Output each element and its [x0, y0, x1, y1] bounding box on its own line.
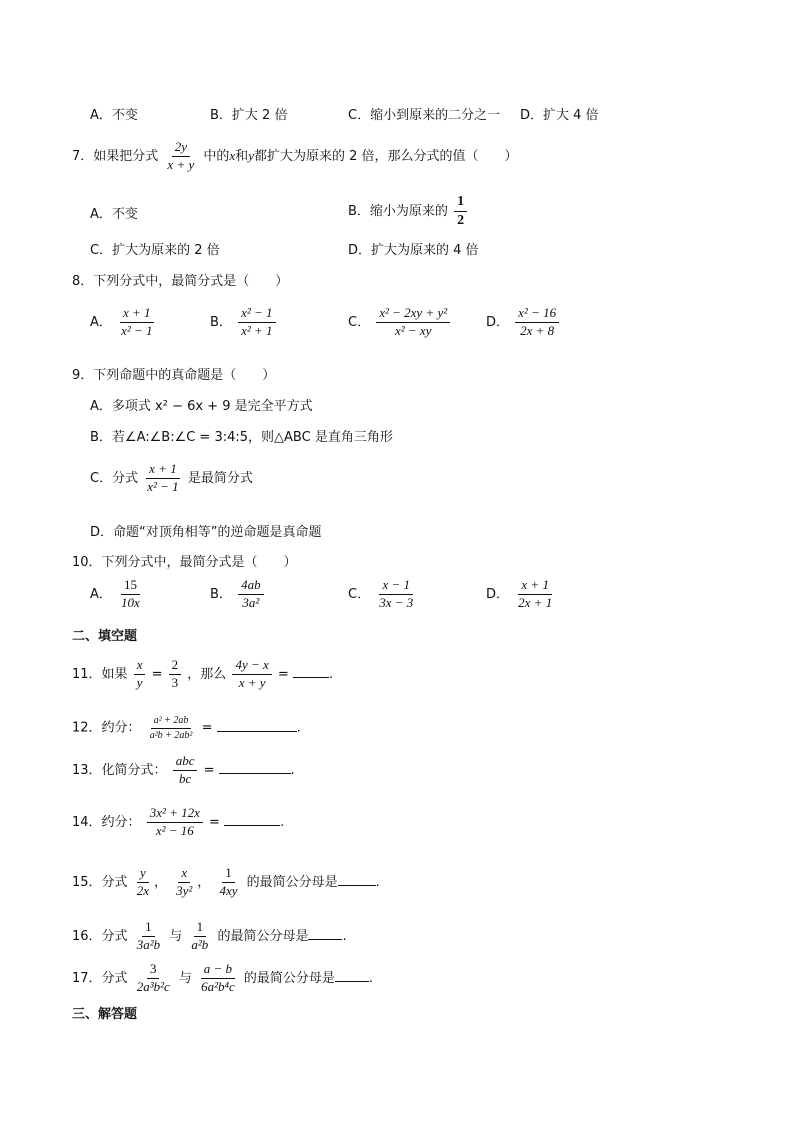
q9-option-c: C．分式 $\frac{x + 1}{\text{x² − 1}}$ 是最简分式	[90, 461, 253, 494]
q9-option-d: D．命题“对顶角相等”的逆命题是真命题	[90, 525, 322, 540]
question-10-stem: 10．下列分式中，最简分式是（ ）	[72, 555, 297, 570]
question-13: 13．化简分式： $\frac{\text{abc}}{bc}$ = .	[72, 753, 295, 786]
question-11: 11．如果 $\frac{x}{y}$ = $\frac{2}{3}$ ，那么 $\frac{4y - x}{x + y}$ = .	[72, 657, 334, 690]
section-heading-solutions: 三、解答题	[72, 1007, 138, 1022]
question-14: 14．约分： $\frac{\text{3x² + 12x}}{\text{x² − 16}}$ = .	[72, 805, 285, 838]
q8-option-c: C． $\frac{\text{x² − 2xy + y²}}{\text{x² − xy}}$	[348, 306, 452, 339]
q15-answer-blank[interactable]	[338, 873, 376, 886]
q10-option-c: C． $\frac{x - 1}{3x - 3}$	[348, 577, 414, 610]
q16-answer-blank[interactable]	[308, 927, 342, 940]
q7-fraction: $\frac{2y}{x + y}$	[167, 139, 195, 172]
question-16: 16．分式 $\frac{1}{\text{3a²b}}$ 与 $\frac{1}{\text{a²b}}$ 的最简公分母是 .	[72, 919, 347, 952]
q17-answer-blank[interactable]	[335, 969, 369, 982]
q7-option-c: C．扩大为原来的 2 倍	[90, 243, 220, 258]
q14-answer-blank[interactable]	[224, 813, 280, 826]
q7-option-b: B．缩小为原来的 $\frac{1}{2}$	[348, 194, 469, 229]
q10-option-a: A． $\frac{15}{10x}$	[90, 577, 140, 610]
q6-option-a: A．不变	[90, 108, 138, 123]
q7-option-d: D．扩大为原来的 4 倍	[348, 243, 479, 258]
q8-option-d: D． $\frac{\text{x² − 16}}{2x + 8}$	[486, 306, 561, 339]
q9-option-b: B．若∠A:∠B:∠C = 3:4:5，则△ABC 是直角三角形	[90, 430, 393, 445]
q11-answer-blank[interactable]	[293, 665, 329, 678]
q6-option-c: C．缩小到原来的二分之一	[348, 108, 501, 123]
q10-option-d: D． $\frac{x + 1}{2x + 1}$	[486, 577, 553, 610]
question-15: 15．分式 $\frac{y}{2x}$ ， $\frac{x}{\text{3y²}}$ ， $\frac{1}{4xy}$ 的最简公分母是 .	[72, 865, 380, 898]
q12-answer-blank[interactable]	[217, 719, 297, 732]
q9-option-a: A．多项式 x² − 6x + 9 是完全平方式	[90, 399, 313, 414]
q7-option-a: A．不变	[90, 207, 138, 222]
q6-option-d: D．扩大 4 倍	[520, 108, 599, 123]
q6-option-b: B．扩大 2 倍	[210, 108, 288, 123]
question-12: 12．约分： $\frac{\text{a² + 2ab}}{\text{a²b + 2ab²}}$ = .	[72, 715, 301, 741]
q13-answer-blank[interactable]	[219, 761, 291, 774]
question-7-stem: 7．如果把分式 $\frac{2y}{x + y}$ 中的x和y都扩大为原来的 2 倍，那么分式的值（ ）	[72, 139, 518, 172]
q8-option-a: A． $\frac{x + 1}{\text{x² − 1}}$	[90, 305, 153, 338]
q10-option-b: B． $\frac{4ab}{\text{3a²}}$	[210, 578, 266, 611]
question-8-stem: 8．下列分式中，最简分式是（ ）	[72, 274, 289, 289]
question-9-stem: 9．下列命题中的真命题是（ ）	[72, 368, 276, 383]
q8-option-b: B． $\frac{\text{x² − 1}}{\text{x² + 1}}$	[210, 306, 278, 339]
section-heading-fill-in: 二、填空题	[72, 629, 138, 644]
question-17: 17．分式 $\frac{3}{\text{2a³b²c}}$ 与 $\frac{a - b}{\text{6a²b⁴c}}$ 的最简公分母是 .	[72, 961, 374, 994]
